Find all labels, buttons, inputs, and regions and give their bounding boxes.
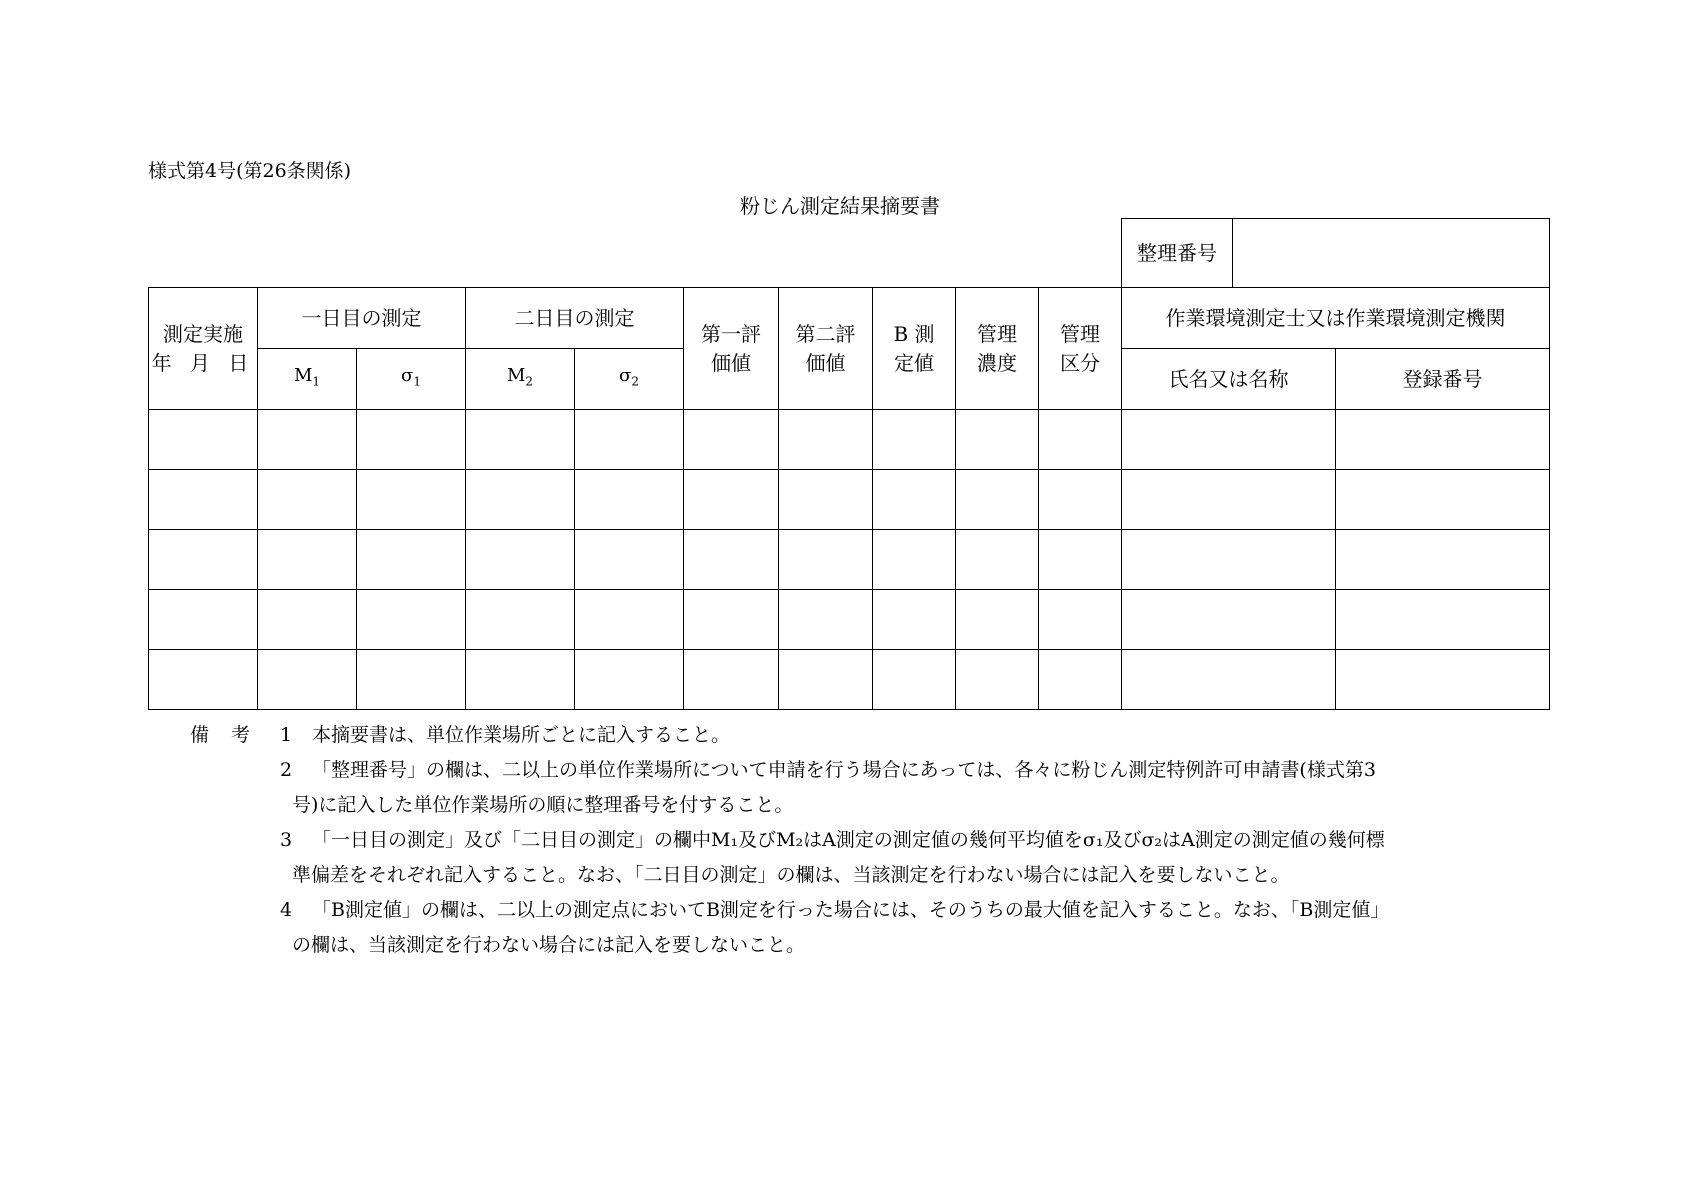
m2-subscript: 2 xyxy=(525,374,534,389)
table-row xyxy=(149,650,1550,710)
document-title: 粉じん測定結果摘要書 xyxy=(740,194,940,218)
m2-symbol: M xyxy=(506,365,526,387)
table-cell[interactable] xyxy=(1336,590,1550,650)
m1-header xyxy=(258,349,357,410)
note-number: 4 xyxy=(280,899,293,921)
note-text: 「一日目の測定」及び「二日目の測定」の欄中M₁及びM₂はA測定の測定値の幾何平均値をσ₁及びσ₂はA測定の測定値の幾何標 xyxy=(312,829,1385,851)
note-number: 3 xyxy=(280,829,293,851)
table-cell[interactable] xyxy=(357,650,466,710)
note-text-continued: の欄は、当該測定を行わない場合には記入を要しないこと。 xyxy=(292,934,806,956)
table-cell[interactable] xyxy=(1336,530,1550,590)
table-cell[interactable] xyxy=(1039,530,1122,590)
table-cell[interactable] xyxy=(258,530,357,590)
table-cell[interactable] xyxy=(1122,410,1336,470)
reference-number-table xyxy=(1121,218,1550,288)
b-measurement-header-line1: B 測 xyxy=(893,321,935,346)
sigma2-header xyxy=(575,349,684,410)
table-cell[interactable] xyxy=(1039,410,1122,470)
table-cell[interactable] xyxy=(1336,410,1550,470)
b-measurement-header xyxy=(873,288,956,410)
table-cell[interactable] xyxy=(466,470,575,530)
table-cell[interactable] xyxy=(1039,470,1122,530)
measurement-results-table xyxy=(148,287,1550,710)
table-cell[interactable] xyxy=(1122,530,1336,590)
sigma1-subscript: 1 xyxy=(413,374,421,389)
note-number: 2 xyxy=(280,759,293,781)
table-cell[interactable] xyxy=(684,590,779,650)
reference-number-label: 整理番号 xyxy=(1122,219,1233,288)
second-evaluation-header-line2: 価値 xyxy=(805,350,846,375)
table-cell[interactable] xyxy=(779,410,873,470)
table-cell[interactable] xyxy=(466,650,575,710)
remark-note-1 xyxy=(280,718,1540,753)
note-number: 1 xyxy=(280,724,293,746)
table-cell[interactable] xyxy=(956,410,1039,470)
measurer-organization-header: 作業環境測定士又は作業環境測定機関 xyxy=(1122,288,1550,349)
table-cell[interactable] xyxy=(258,410,357,470)
table-cell[interactable] xyxy=(873,650,956,710)
first-evaluation-header-line1: 第一評 xyxy=(701,321,761,346)
table-cell[interactable] xyxy=(873,470,956,530)
sigma1-symbol: σ xyxy=(401,365,414,387)
table-cell[interactable] xyxy=(575,650,684,710)
day2-measurement-header: 二日目の測定 xyxy=(466,288,684,349)
sigma1-header xyxy=(357,349,466,410)
table-cell[interactable] xyxy=(1039,650,1122,710)
table-cell[interactable] xyxy=(258,590,357,650)
table-cell[interactable] xyxy=(1122,650,1336,710)
table-cell[interactable] xyxy=(684,650,779,710)
table-cell[interactable] xyxy=(149,590,258,650)
table-cell[interactable] xyxy=(779,590,873,650)
table-cell[interactable] xyxy=(466,410,575,470)
control-concentration-header xyxy=(956,288,1039,410)
table-cell[interactable] xyxy=(1336,470,1550,530)
table-cell[interactable] xyxy=(956,530,1039,590)
table-cell[interactable] xyxy=(873,530,956,590)
form-number: 様式第4号(第26条関係) xyxy=(148,160,352,182)
table-cell[interactable] xyxy=(1122,470,1336,530)
table-cell[interactable] xyxy=(575,410,684,470)
table-cell[interactable] xyxy=(684,470,779,530)
note-text: 「B測定値」の欄は、二以上の測定点においてB測定を行った場合には、そのうちの最大値を記入すること。なお、「B測定値」 xyxy=(312,899,1390,921)
control-class-header-line2: 区分 xyxy=(1060,350,1100,375)
table-cell[interactable] xyxy=(466,590,575,650)
second-evaluation-header-line1: 第二評 xyxy=(795,321,856,346)
table-cell[interactable] xyxy=(684,530,779,590)
control-class-header-line1: 管理 xyxy=(1060,321,1100,346)
table-cell[interactable] xyxy=(873,410,956,470)
measurement-date-header-line1: 測定実施 xyxy=(163,321,243,346)
remark-note-3 xyxy=(280,823,1540,893)
table-cell[interactable] xyxy=(1039,590,1122,650)
note-text: 「整理番号」の欄は、二以上の単位作業場所について申請を行う場合にあっては、各々に粉じん測定特例許可申請書(様式第3 xyxy=(312,759,1376,781)
b-measurement-header-line2: 定値 xyxy=(894,350,934,375)
table-row xyxy=(149,470,1550,530)
table-cell[interactable] xyxy=(1122,590,1336,650)
table-row xyxy=(149,590,1550,650)
table-cell[interactable] xyxy=(357,590,466,650)
remarks-label: 備考 xyxy=(190,724,273,746)
day1-measurement-header: 一日目の測定 xyxy=(258,288,466,349)
table-cell[interactable] xyxy=(684,410,779,470)
first-evaluation-header-line2: 価値 xyxy=(711,350,751,375)
m1-subscript: 1 xyxy=(312,374,321,389)
table-cell[interactable] xyxy=(779,530,873,590)
name-header: 氏名又は名称 xyxy=(1122,349,1336,410)
table-cell[interactable] xyxy=(357,530,466,590)
measurement-date-header-line2: 年 月 日 xyxy=(151,350,255,375)
note-text-continued: 準偏差をそれぞれ記入すること。なお、「二日目の測定」の欄は、当該測定を行わない場合には記入を要しないこと。 xyxy=(292,864,1290,886)
second-evaluation-header xyxy=(779,288,873,410)
table-cell[interactable] xyxy=(779,650,873,710)
table-cell[interactable] xyxy=(357,470,466,530)
table-cell[interactable] xyxy=(466,530,575,590)
m2-header xyxy=(466,349,575,410)
table-cell[interactable] xyxy=(149,470,258,530)
note-text: 本摘要書は、単位作業場所ごとに記入すること。 xyxy=(312,724,731,746)
table-cell[interactable] xyxy=(779,470,873,530)
sigma2-subscript: 2 xyxy=(631,374,639,389)
sigma2-symbol: σ xyxy=(619,365,632,387)
table-row xyxy=(149,410,1550,470)
table-cell[interactable] xyxy=(956,650,1039,710)
table-cell[interactable] xyxy=(149,530,258,590)
remark-note-4 xyxy=(280,893,1540,963)
table-cell[interactable] xyxy=(956,470,1039,530)
table-cell[interactable] xyxy=(956,590,1039,650)
reference-number-field[interactable] xyxy=(1233,219,1550,288)
table-row xyxy=(149,530,1550,590)
table-cell[interactable] xyxy=(149,650,258,710)
registration-number-header: 登録番号 xyxy=(1336,349,1550,410)
table-cell[interactable] xyxy=(575,590,684,650)
control-concentration-header-line1: 管理 xyxy=(977,321,1017,346)
table-cell[interactable] xyxy=(258,470,357,530)
table-cell[interactable] xyxy=(1336,650,1550,710)
table-cell[interactable] xyxy=(357,410,466,470)
note-text-continued: 号)に記入した単位作業場所の順に整理番号を付すること。 xyxy=(292,794,794,816)
control-concentration-header-line2: 濃度 xyxy=(977,350,1017,375)
table-cell[interactable] xyxy=(575,470,684,530)
first-evaluation-header xyxy=(684,288,779,410)
table-cell[interactable] xyxy=(873,590,956,650)
table-cell[interactable] xyxy=(149,410,258,470)
m1-symbol: M xyxy=(293,365,313,387)
measurement-date-header xyxy=(149,288,258,410)
table-cell[interactable] xyxy=(258,650,357,710)
control-class-header xyxy=(1039,288,1122,410)
remark-note-2 xyxy=(280,753,1540,823)
table-cell[interactable] xyxy=(575,530,684,590)
